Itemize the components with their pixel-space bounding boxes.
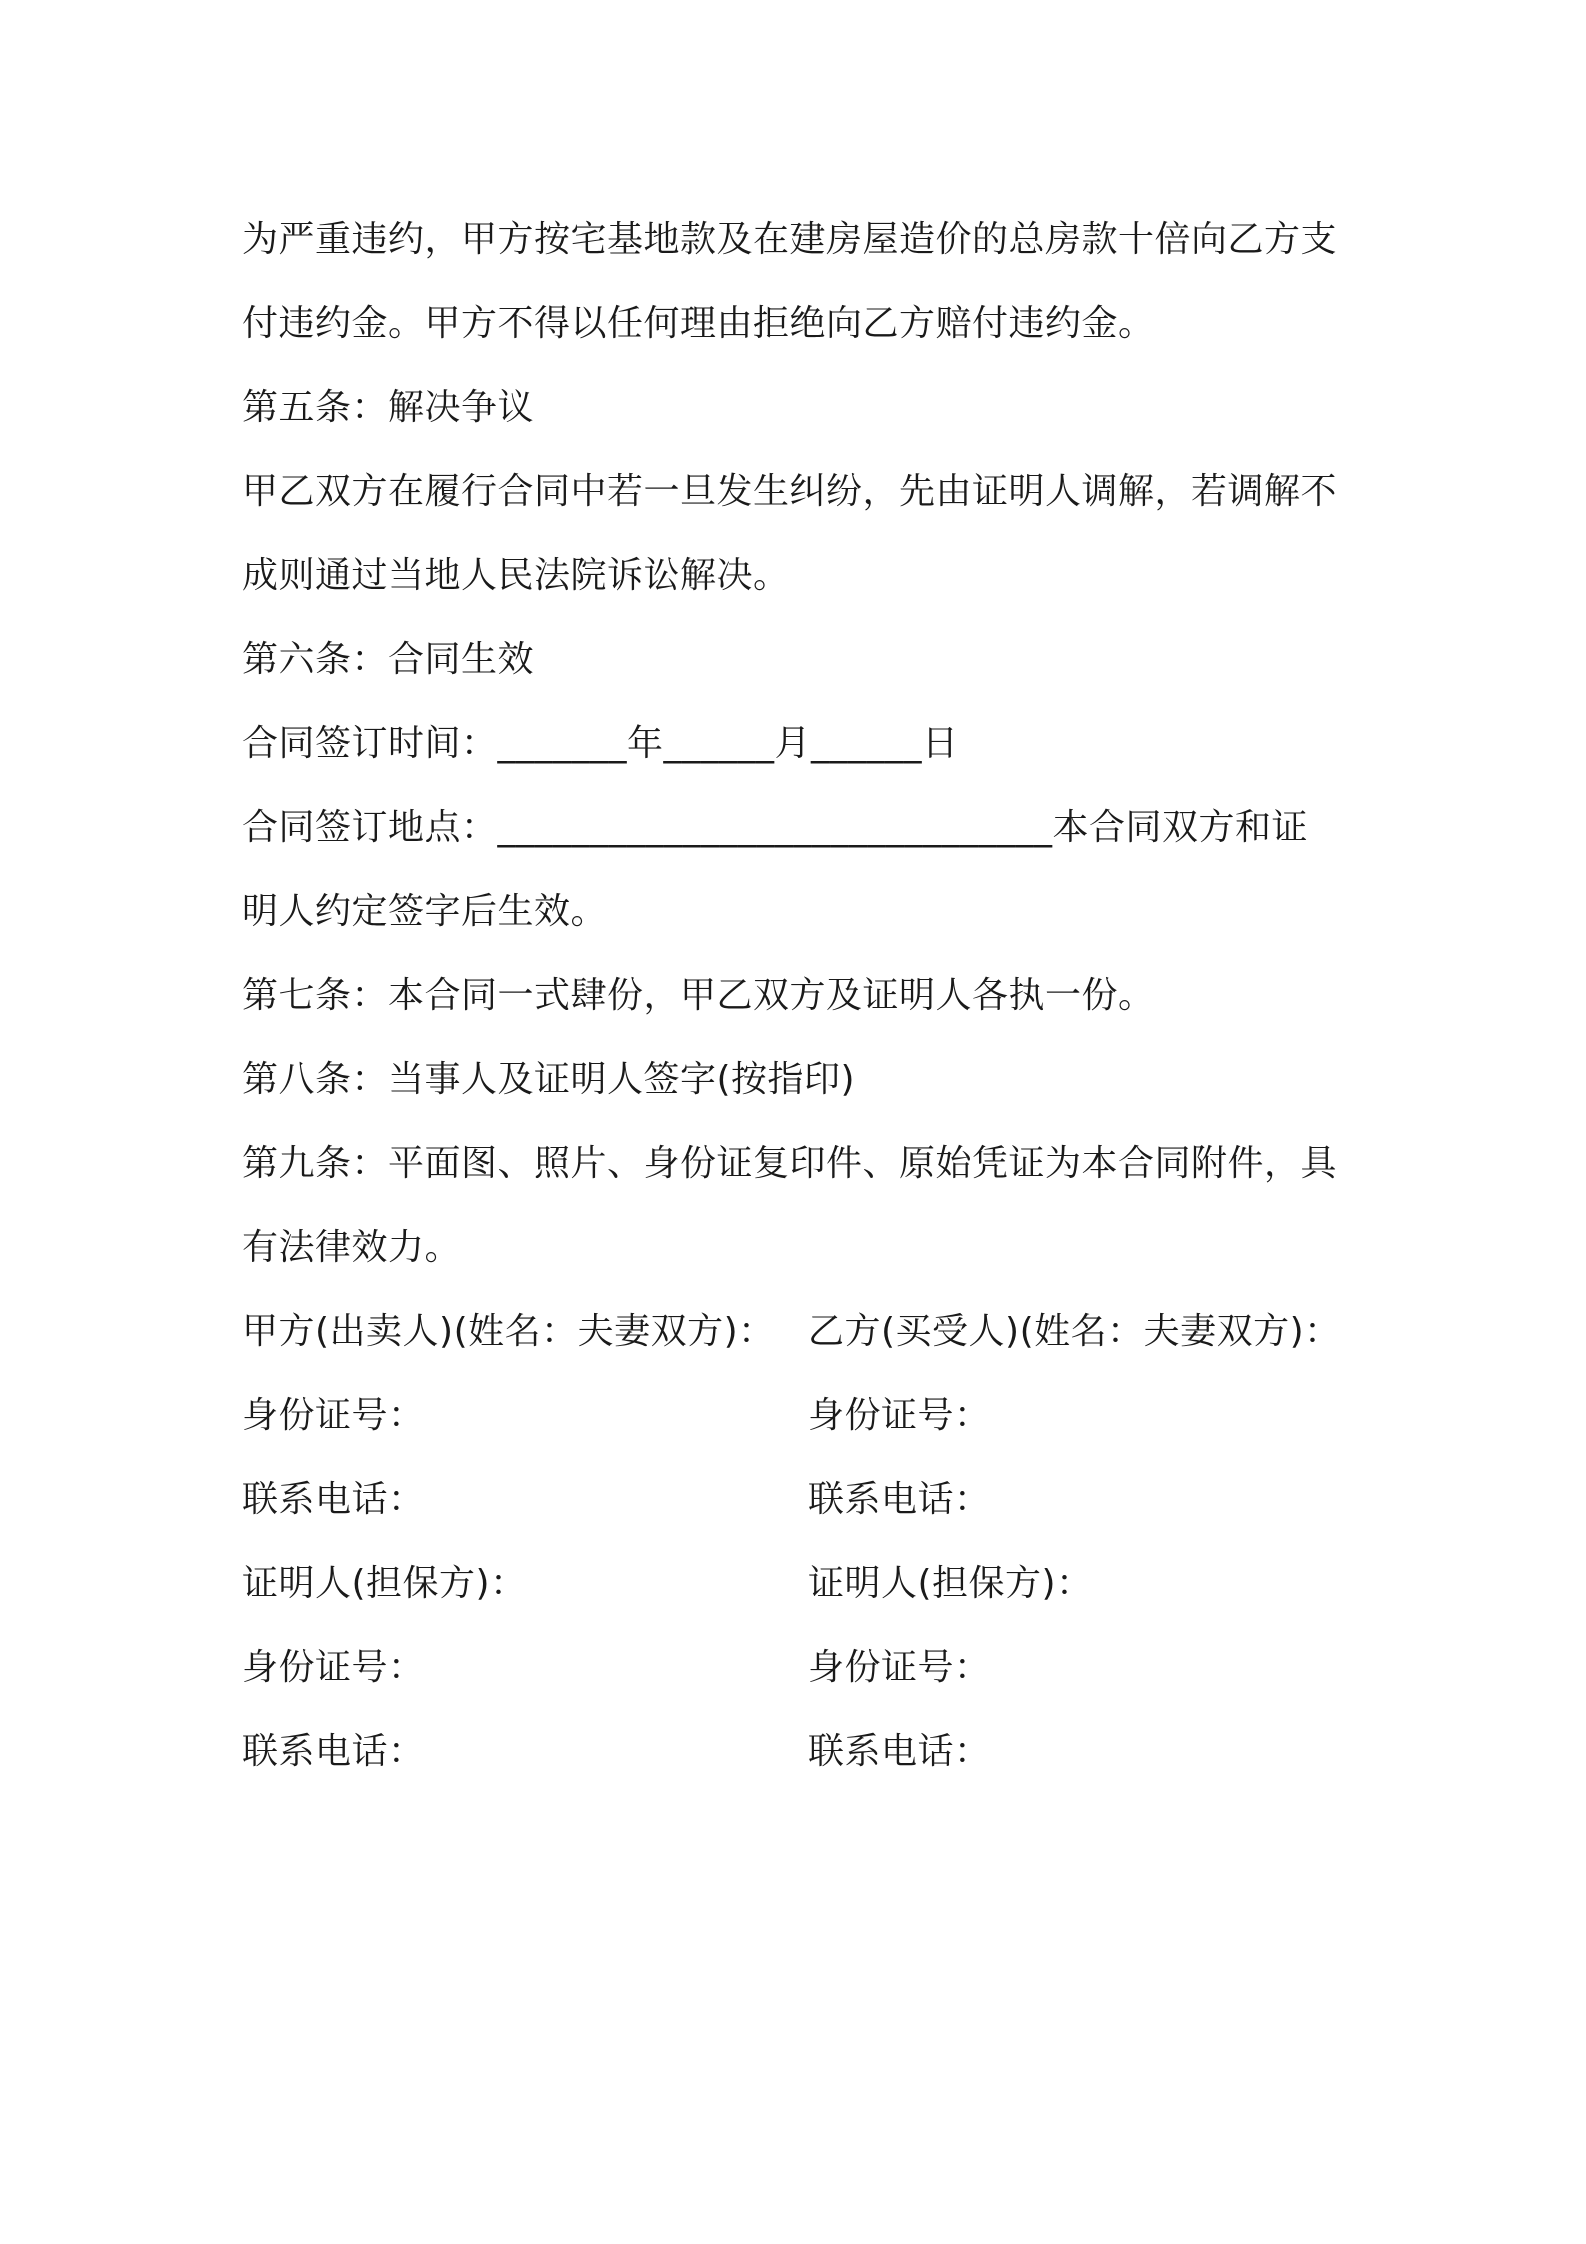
witness-b-phone-label: 联系电话： <box>808 1731 991 1772</box>
signature-row-parties <box>242 1290 1362 1374</box>
signature-row-witness <box>242 1542 1362 1626</box>
party-b-label: 乙方(买受人)(姓名：夫妻双方)： <box>808 1311 1341 1352</box>
party-a-label: 甲方(出卖人)(姓名：夫妻双方)： <box>242 1311 775 1352</box>
witness-b-id-label: 身份证号： <box>808 1647 991 1688</box>
article-7-line: 第七条：本合同一式肆份，甲乙双方及证明人各执一份。 <box>242 975 1155 1016</box>
witness-b-label: 证明人(担保方)： <box>808 1563 1093 1604</box>
signature-row-phone <box>242 1458 1362 1542</box>
paragraph-line-dispute-1: 甲乙双方在履行合同中若一旦发生纠纷，先由证明人调解，若调解不 <box>242 471 1338 512</box>
paragraph-line-penalty-2: 付违约金。甲方不得以任何理由拒绝向乙方赔付违约金。 <box>242 303 1155 344</box>
paragraph-line-dispute-2: 成则通过当地人民法院诉讼解决。 <box>242 555 790 596</box>
signature-row-id <box>242 1374 1362 1458</box>
signing-date-line: 合同签订时间：_______年______月______日 <box>242 723 959 764</box>
signing-place-line: 合同签订地点：______________________________本合同双方和证 <box>242 807 1309 848</box>
article-8-line: 第八条：当事人及证明人签字(按指印) <box>242 1059 856 1100</box>
article-6-heading: 第六条：合同生效 <box>242 639 535 680</box>
article-9-line-2: 有法律效力。 <box>242 1227 462 1268</box>
party-a-id-label: 身份证号： <box>242 1395 425 1436</box>
party-b-phone-label: 联系电话： <box>808 1479 991 1520</box>
signature-row-witness-phone <box>242 1710 1362 1794</box>
witness-a-id-label: 身份证号： <box>242 1647 425 1688</box>
paragraph-line-penalty-1: 为严重违约，甲方按宅基地款及在建房屋造价的总房款十倍向乙方支 <box>242 219 1338 260</box>
article-5-heading: 第五条：解决争议 <box>242 387 535 428</box>
party-a-phone-label: 联系电话： <box>242 1479 425 1520</box>
witness-a-label: 证明人(担保方)： <box>242 1563 527 1604</box>
article-9-line-1: 第九条：平面图、照片、身份证复印件、原始凭证为本合同附件，具 <box>242 1143 1338 1184</box>
party-b-id-label: 身份证号： <box>808 1395 991 1436</box>
signature-row-witness-id <box>242 1626 1362 1710</box>
witness-a-phone-label: 联系电话： <box>242 1731 425 1772</box>
paragraph-line-effective: 明人约定签字后生效。 <box>242 891 608 932</box>
document-body <box>242 198 1362 1794</box>
